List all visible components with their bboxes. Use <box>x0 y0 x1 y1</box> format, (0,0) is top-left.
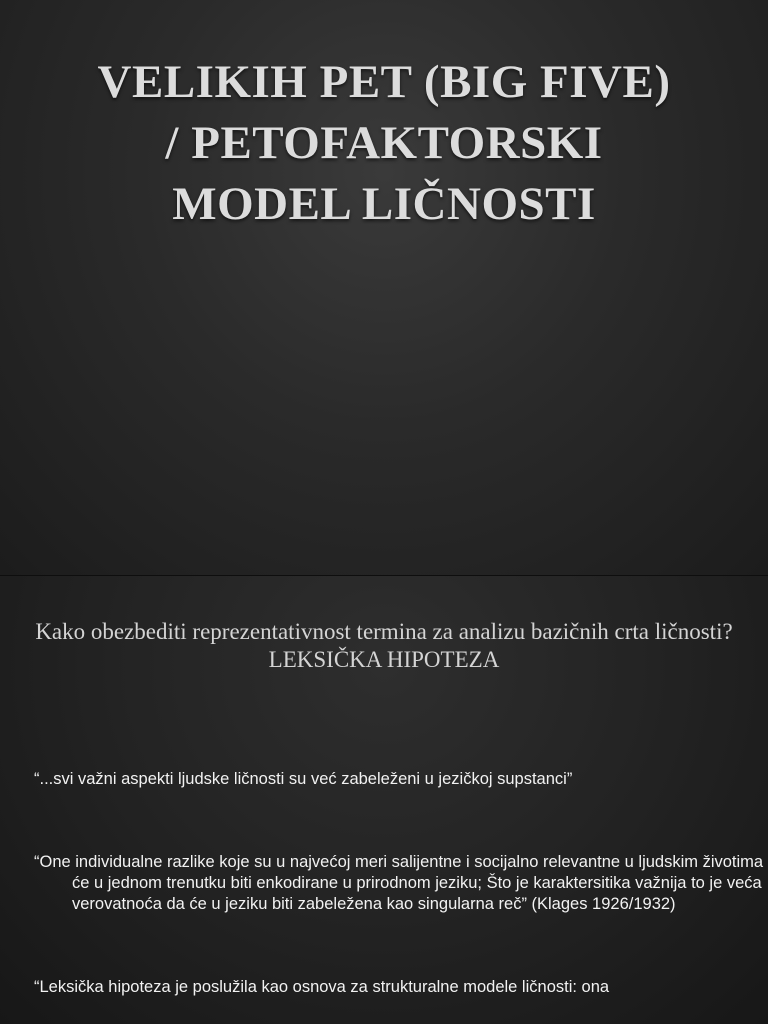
slide-heading: Kako obezbediti reprezentativnost termina za analizu bazičnih crta ličnosti? LEKSIČKA HIPOTEZA <box>35 619 733 672</box>
slide-title: VELIKIH PET (BIG FIVE) / PETOFAKTORSKI MODEL LIČNOSTI <box>97 56 671 230</box>
content-slide <box>0 576 768 1024</box>
quote-paragraph: “Leksička hipoteza je poslužila kao osnova za strukturalne modele ličnosti: ona <box>34 978 610 996</box>
quote-paragraph: “One individualne razlike koje su u najvećoj meri salijentne i socijalno relevantne u ljudskim životima će u jednom trenutku biti enkodirane u prirodnom jeziku; Što je karaktersitika važnija to je veća verovatnoća da će u jeziku biti zabeležena kao singularna reč” (Klages 1926/1932) <box>34 853 764 913</box>
quote-paragraph: “...svi važni aspekti ljudske ličnosti su već zabeleženi u jezičkoj supstanci” <box>34 770 573 788</box>
